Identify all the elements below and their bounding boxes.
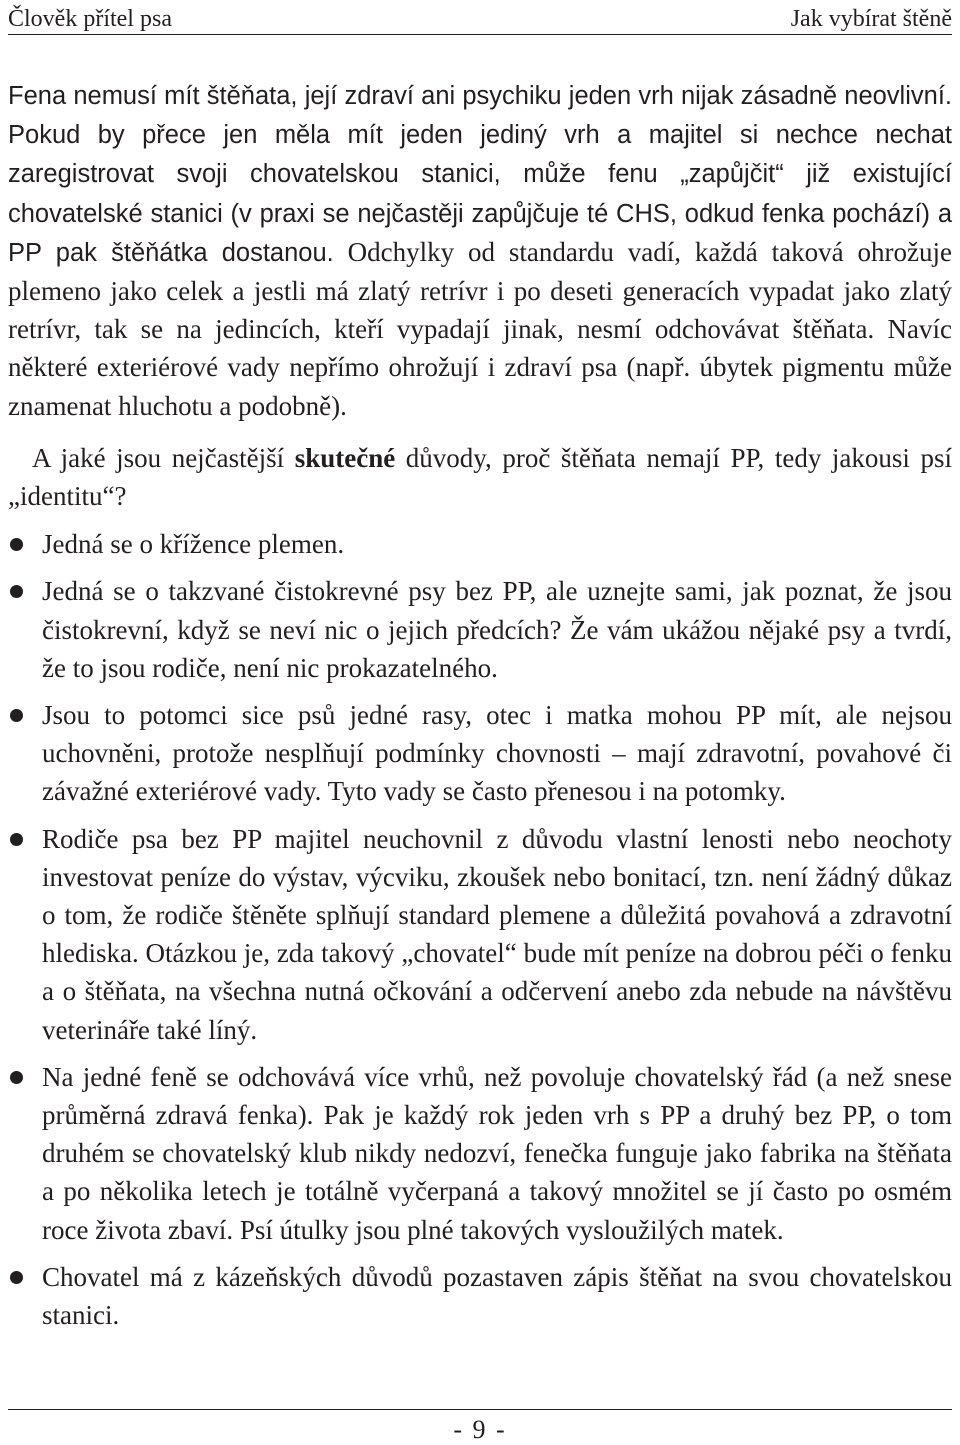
intro-paragraph-sans-part: Fena nemusí mít štěňata, její zdraví ani psychiku jeden vrh nijak zásadně neovlivní. Pokud by přece jen měla mít jeden jediný vrh a majitel si nechce nechat zaregistrovat svoji chovatelskou stanici, může fenu „zapůjčit“ již existující chovatelské stanici (v praxi se nejčastěji zapůjčuje té CHS, odkud fenka pochází) a PP pak štěňátka dostanou. (8, 82, 952, 267)
list-item (8, 525, 952, 563)
bullet-icon (10, 1071, 23, 1084)
bullet-icon (10, 585, 23, 598)
header-chapter-title: Jak vybírat štěně (790, 6, 952, 32)
intro-paragraph (8, 76, 952, 425)
list-item (8, 1058, 952, 1249)
list-item (8, 572, 952, 687)
list-item (8, 1258, 952, 1334)
question-paragraph (8, 439, 952, 515)
question-emphasis: skutečné (294, 442, 396, 473)
bullet-icon (10, 538, 23, 551)
list-item (8, 696, 952, 811)
list-item-text: Na jedné feně se odchovává více vrhů, než povoluje chovatelský řád (a než snese průměrná zdravá fenka). Pak je každý rok jeden vrh s PP a druhý bez PP, o tom druhém se chovatelský klub nikdy nedozví, fenečka funguje jako fabrika na štěňata a po několika letech je totálně vyčerpaná a takový množitel se jí často po osmém roce života zbaví. Psí útulky jsou plné takových vysloužilých matek. (42, 1061, 952, 1245)
page-number: - 9 - (453, 1415, 507, 1444)
list-item (8, 820, 952, 1049)
question-text-end: důvody, proč štěňata nemají PP, tedy jakousi psí „identitu“? (8, 442, 952, 512)
bullet-icon (10, 1271, 23, 1284)
header-book-title: Člověk přítel psa (8, 6, 172, 32)
bullet-icon (10, 833, 23, 846)
footer-rule (8, 1409, 952, 1410)
question-text-start: A jaké jsou nejčastější (32, 442, 295, 473)
page-body (8, 76, 952, 1343)
list-item-text: Jsou to potomci sice psů jedné rasy, otec i matka mohou PP mít, ale nejsou uchovněni, protože nesplňují podmínky chovnosti – mají zdravotní, povahové či závažné exteriérové vady. Tyto vady se často přenesou i na potomky. (42, 700, 952, 807)
list-item-text: Chovatel má z kázeňských důvodů pozastaven zápis štěňat na svou chovatelskou stanici. (42, 1261, 952, 1331)
intro-paragraph-serif-part: Odchylky od standardu vadí, každá taková ohrožuje plemeno jako celek a jestli má zlatý retrívr i po deseti generacích vypadat jako zlatý retrívr, tak se na jedincích, kteří vypadají jinak, nesmí odchovávat štěňata. Navíc některé exteriérové vady nepřímo ohrožují i zdraví psa (např. úbytek pigmentu může znamenat hluchotu a podobně). (8, 236, 952, 421)
reasons-list (8, 525, 952, 1334)
list-item-text: Rodiče psa bez PP majitel neuchovnil z důvodu vlastní lenosti nebo neochoty investovat peníze do výstav, výcviku, zkoušek nebo bonitací, tzn. není žádný důkaz o tom, že rodiče štěněte splňují standard plemene a důležitá povahová a zdravotní hlediska. Otázkou je, zda takový „chovatel“ bude mít peníze na dobrou péči o fenku a o štěňata, na všechna nutná očkování a odčervení anebo zda nebude na návštěvu veterináře také líný. (42, 823, 952, 1045)
bullet-icon (10, 709, 23, 722)
list-item-text: Jedná se o křížence plemen. (42, 529, 345, 560)
running-header (8, 4, 952, 35)
list-item-text: Jedná se o takzvané čistokrevné psy bez PP, ale uznejte sami, jak poznat, že jsou čistokrevní, když se neví nic o jejich předcích? Že vám ukážou nějaké psy a tvrdí, že to jsou rodiče, není nic prokazatelného. (42, 576, 952, 683)
